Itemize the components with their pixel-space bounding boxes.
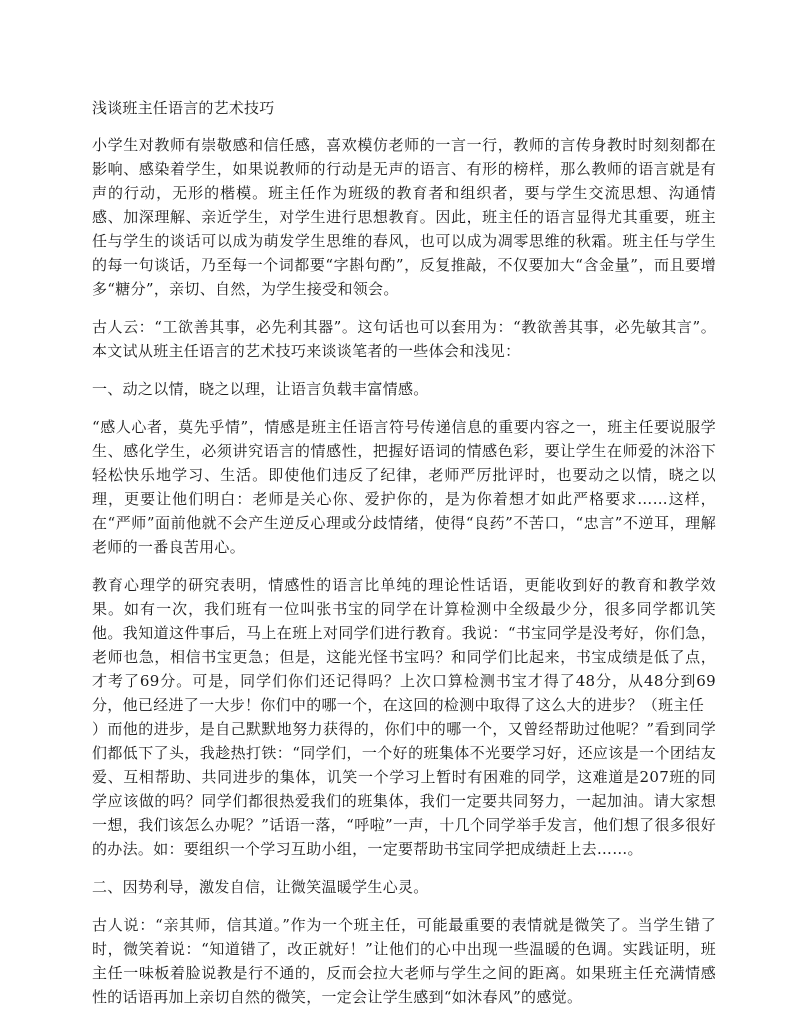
paragraph-example-part1: 教育心理学的研究表明，情感性的语言比单纯的理论性话语，更能收到好的教育和教学效果。如有一次，我们班有一位叫张书宝的同学在计算检测中全级最少分，很多同学都讥笑他。我知道这件事后，马上在班上对同学们进行教育。我说：“书宝同学是没考好，你们急，老师也急，相信书宝更急；但是，这能光怪书宝吗？和同学们比起来，书宝成绩是低了点，才考了69分。可是，同学们你们还记得吗？上次口算检测书宝才得了48分，从48分到69分，他已经进了一大步！你们中的哪一个，在这回的检测中取得了这么大的进步？（班主任 [92, 576, 716, 714]
paragraph-smile: 古人说：“亲其师，信其道。”作为一个班主任，可能最重要的表情就是微笑了。当学生错了时，微笑着说：“知道错了，改正就好！”让他们的心中出现一些温暖的色调。实践证明，班主任一味板着脸说教是行不通的，反而会拉大老师与学生之间的距离。如果班主任充满情感性的话语再加上亲切自然的微笑，一定会让学生感到“如沐春风”的感觉。 [92, 916, 716, 1006]
section-heading-1: 一、动之以情，晓之以理，让语言负载丰富情感。 [92, 380, 429, 398]
paragraph-example-part2: ）而他的进步，是自己默默地努力获得的，你们中的哪一个，又曾经帮助过他呢？”看到同学们都低下了头，我趁热打铁：“同学们，一个好的班集体不光要学习好，还应该是一个团结友爱、互相帮助、共同进步的集体，讥笑一个学习上暂时有困难的同学，这难道是207班的同学应该做的吗？同学们都很热爱我们的班集体，我们一定要共同努力，一起加油。请大家想一想，我们该怎么办呢？”话语一落，“呼啦”一声，十几个同学举手发言，他们想了很多很好的办法。如：要组织一个学习互助小组，一定要帮助书宝同学把成绩赶上去……。 [92, 720, 716, 858]
paragraph-quote: 古人云：“工欲善其事，必先利其器”。这句话也可以套用为：“教欲善其事，必先敏其言”。本文试从班主任语言的艺术技巧来谈谈笔者的一些体会和浅见： [92, 318, 716, 360]
section-heading-2: 二、因势利导，激发自信，让微笑温暖学生心灵。 [92, 878, 429, 896]
document-title: 浅谈班主任语言的艺术技巧 [92, 99, 275, 117]
document-page [92, 97, 716, 1023]
paragraph-intro: 小学生对教师有崇敬感和信任感，喜欢模仿老师的一言一行，教师的言传身教时时刻刻都在影响、感染着学生，如果说教师的行动是无声的语言、有形的榜样，那么教师的语言就是有声的行动，无形的楷模。班主任作为班级的教育者和组织者，要与学生交流思想、沟通情感、加深理解、亲近学生，对学生进行思想教育。因此，班主任的语言显得尤其重要，班主任与学生的谈话可以成为萌发学生思维的春风，也可以成为凋零思维的秋霜。班主任与学生的每一句谈话，乃至每一个词都要“字斟句酌”，反复推敲，不仅要加大“含金量”，而且要增多“糖分”，亲切、自然，为学生接受和领会。 [92, 136, 716, 298]
paragraph-emotion: “感人心者，莫先乎情”，情感是班主任语言符号传递信息的重要内容之一，班主任要说服学生、感化学生，必须讲究语言的情感性，把握好语词的情感色彩，要让学生在师爱的沐浴下轻松快乐地学习、生活。即使他们违反了纪律，老师严厉批评时，也要动之以情，晓之以理，更要让他们明白：老师是关心你、爱护你的，是为你着想才如此严格要求……这样，在“严师”面前他就不会产生逆反心理或分歧情绪，使得“良药”不苦口，“忠言”不逆耳，理解老师的一番良苦用心。 [92, 418, 716, 556]
